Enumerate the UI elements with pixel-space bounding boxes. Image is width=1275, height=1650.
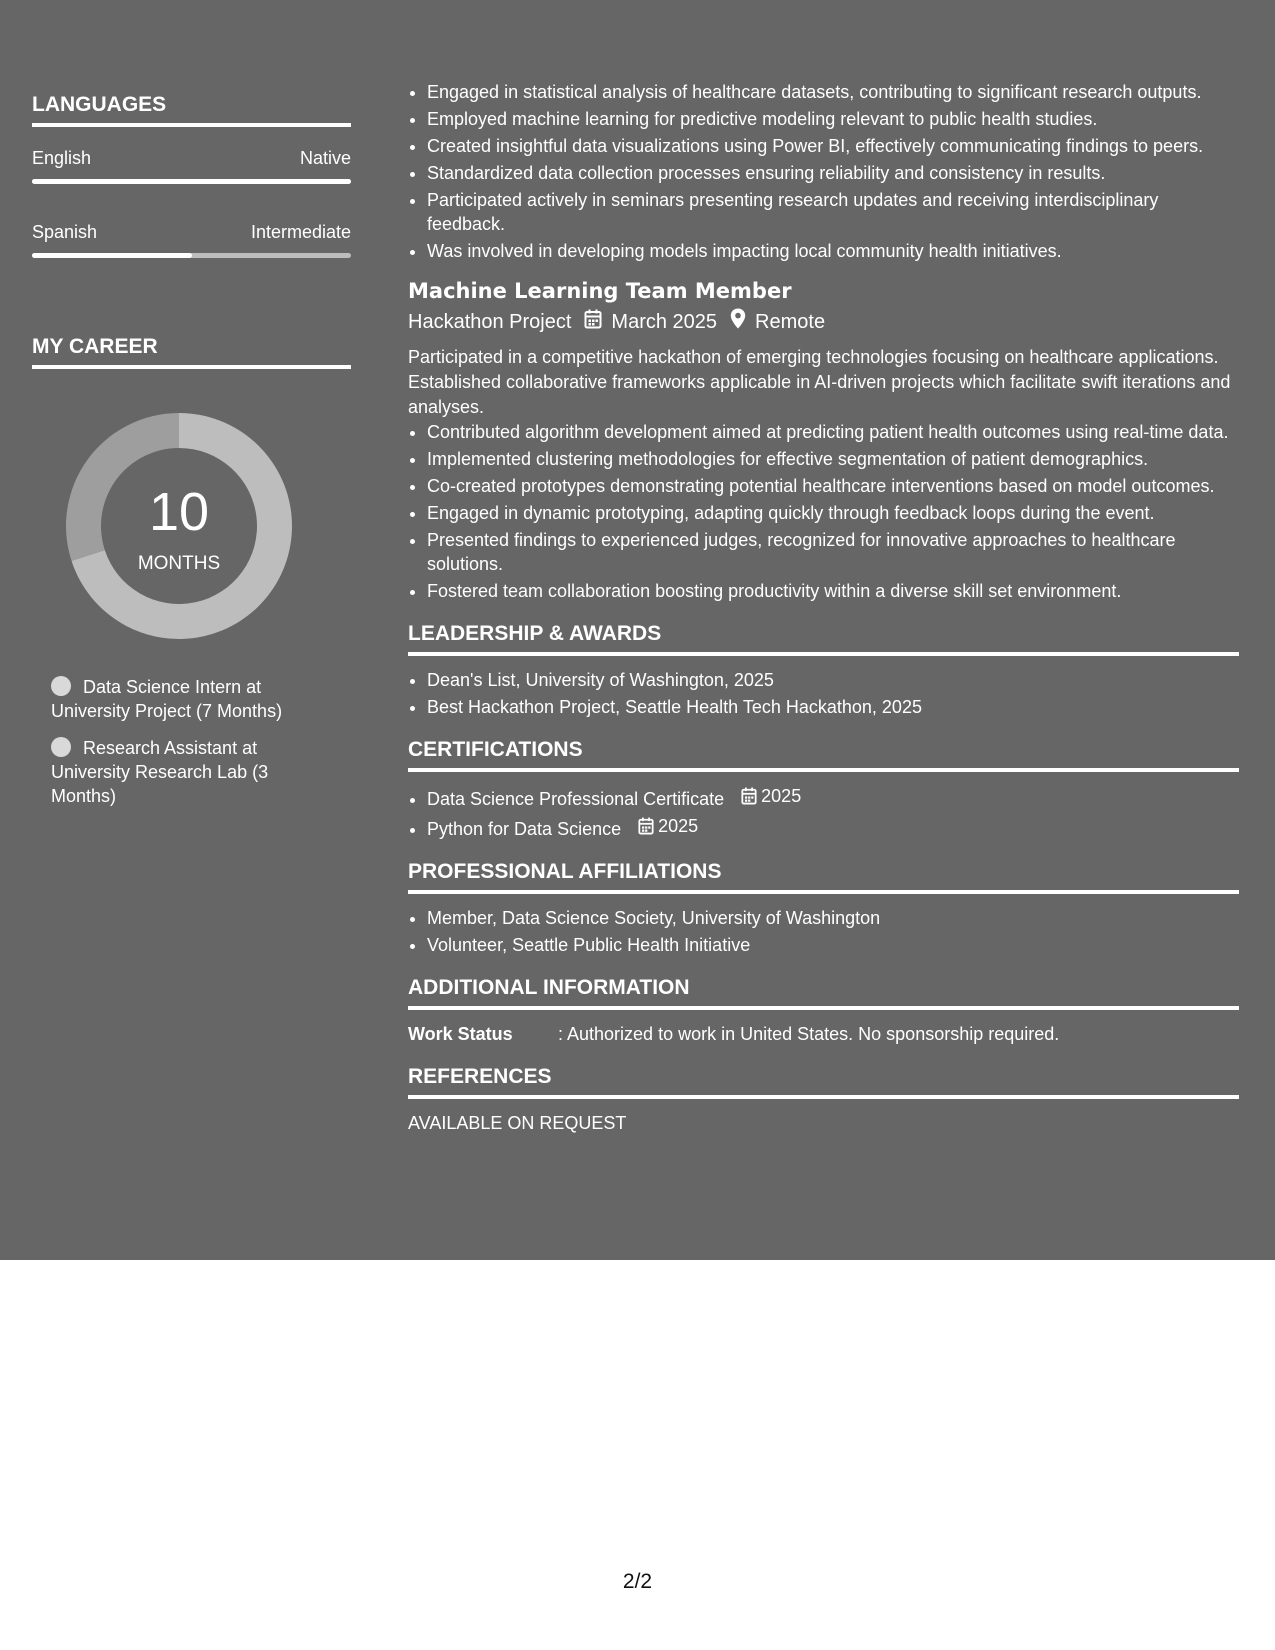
legend-label: Data Science Intern at University Project (7 Months) xyxy=(51,677,283,721)
list-item: • Employed machine learning for predictive modeling relevant to public health studies. xyxy=(427,107,1239,131)
list-item: • Implemented clustering methodologies for effective segmentation of patient demographics. xyxy=(427,447,1239,471)
location-pin-icon xyxy=(730,308,746,336)
languages-title: LANGUAGES xyxy=(32,92,351,127)
list-item: • Fostered team collaboration boosting productivity within a diverse skill set environment. xyxy=(427,579,1239,603)
list-item: • Presented findings to experienced judges, recognized for innovative approaches to healthcare solutions. xyxy=(427,528,1239,576)
legend-dot-icon xyxy=(51,676,71,696)
career-total-unit: MONTHS xyxy=(137,553,221,574)
language-name: Spanish xyxy=(32,222,98,242)
cert-name: Data Science Professional Certificate xyxy=(427,789,725,809)
affiliations-title: PROFESSIONAL AFFILIATIONS xyxy=(408,859,1239,894)
list-item: • Contributed algorithm development aimed at predicting patient health outcomes using real-time data. xyxy=(427,420,1239,444)
additional-info-title: ADDITIONAL INFORMATION xyxy=(408,975,1239,1010)
legend-item xyxy=(51,675,311,723)
legend-label: Research Assistant at University Research Lab (3 Months) xyxy=(51,738,269,806)
left-column xyxy=(32,92,351,821)
list-item: • Created insightful data visualizations using Power BI, effectively communicating findings to peers. xyxy=(427,134,1239,158)
calendar-icon xyxy=(741,787,757,805)
job-bullets xyxy=(408,420,1239,603)
cert-year-wrap xyxy=(741,784,801,808)
references-text: AVAILABLE ON REQUEST xyxy=(408,1113,627,1133)
job-meta xyxy=(408,308,1239,336)
certifications-title: CERTIFICATIONS xyxy=(408,737,1239,772)
language-level: Intermediate xyxy=(250,222,351,242)
language-spanish xyxy=(32,221,351,258)
leadership-list xyxy=(408,668,1239,719)
language-level: Native xyxy=(299,148,351,168)
language-english xyxy=(32,147,351,184)
work-status-value: : Authorized to work in United States. No sponsorship required. xyxy=(558,1024,1060,1044)
cert-year-wrap xyxy=(638,814,698,838)
career-total-value: 10 xyxy=(148,482,210,542)
calendar-icon xyxy=(584,309,602,336)
legend-dot-icon xyxy=(51,737,71,757)
language-name: English xyxy=(32,148,92,168)
list-item: • Volunteer, Seattle Public Health Initiative xyxy=(427,933,1239,957)
list-item: • Standardized data collection processes ensuring reliability and consistency in results. xyxy=(427,161,1239,185)
list-item: • Engaged in dynamic prototyping, adapting quickly through feedback loops during the event. xyxy=(427,501,1239,525)
list-item: • Participated actively in seminars presenting research updates and receiving interdisciplinary feedback. xyxy=(427,188,1239,236)
job-date: March 2025 xyxy=(611,311,718,333)
career-title: MY CAREER xyxy=(32,334,351,369)
job-company: Hackathon Project xyxy=(408,311,572,333)
language-proficiency-bar xyxy=(32,253,351,258)
work-status-label: Work Status xyxy=(408,1024,513,1044)
list-item: • Dean's List, University of Washington, 2025 xyxy=(427,668,1239,692)
page-number: 2/2 xyxy=(622,1570,653,1593)
language-proficiency-fill xyxy=(32,253,192,258)
job-title: Machine Learning Team Member xyxy=(408,279,792,303)
list-item xyxy=(427,784,1239,811)
references-title: REFERENCES xyxy=(408,1064,1239,1099)
certifications-list xyxy=(408,784,1239,841)
experience-bullets xyxy=(408,80,1239,263)
work-status-row xyxy=(408,1022,1239,1046)
calendar-icon xyxy=(638,817,654,835)
list-item: • Co-created prototypes demonstrating potential healthcare interventions based on model outcomes. xyxy=(427,474,1239,498)
list-item xyxy=(427,814,1239,841)
job-description: Participated in a competitive hackathon of emerging technologies focusing on healthcare applications. Established collaborative frameworks applicable in AI-driven projects which facilitate swift iterations and analyses. xyxy=(408,347,1231,417)
right-column xyxy=(408,80,1239,1135)
language-proficiency-bar xyxy=(32,179,351,184)
career-legend xyxy=(51,675,311,808)
list-item: • Engaged in statistical analysis of healthcare datasets, contributing to significant research outputs. xyxy=(427,80,1239,104)
list-item: • Was involved in developing models impacting local community health initiatives. xyxy=(427,239,1239,263)
cert-year: 2025 xyxy=(658,816,699,836)
career-donut-chart xyxy=(66,413,292,639)
list-item: • Best Hackathon Project, Seattle Health Tech Hackathon, 2025 xyxy=(427,695,1239,719)
legend-item xyxy=(51,736,311,808)
cert-name: Python for Data Science xyxy=(427,819,622,839)
job-location: Remote xyxy=(755,311,826,333)
leadership-title: LEADERSHIP & AWARDS xyxy=(408,621,1239,656)
language-proficiency-fill xyxy=(32,179,351,184)
cert-year: 2025 xyxy=(761,786,802,806)
list-item: • Member, Data Science Society, University of Washington xyxy=(427,906,1239,930)
affiliations-list xyxy=(408,906,1239,957)
